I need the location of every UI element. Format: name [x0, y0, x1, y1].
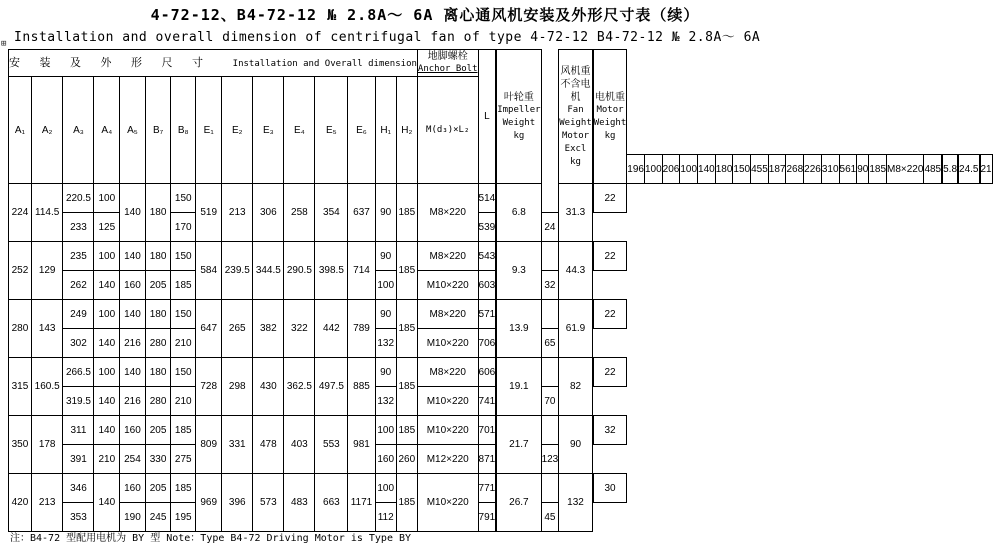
- table-cell: 239.5: [222, 242, 253, 300]
- motor-weight-header: [593, 50, 627, 184]
- table-cell: 143: [31, 300, 63, 358]
- table-cell: 185: [869, 155, 887, 184]
- table-cell: 21: [980, 155, 992, 184]
- table-cell: 187: [768, 155, 786, 184]
- table-cell: 981: [348, 416, 375, 474]
- table-cell: 213: [31, 474, 63, 532]
- table-cell: 180: [715, 155, 733, 184]
- table-cell: 354: [315, 184, 348, 242]
- table-cell: 455: [751, 155, 769, 184]
- table-cell: 206: [662, 155, 680, 184]
- dimension-table: [8, 49, 993, 532]
- table-cell: 90: [559, 416, 593, 474]
- table-cell: 170: [171, 213, 196, 242]
- table-cell: 160.5: [31, 358, 63, 416]
- table-cell: 150: [733, 155, 751, 184]
- table-cell: 353: [63, 503, 94, 532]
- table-cell: 32: [593, 416, 627, 445]
- table-cell: 160: [120, 474, 146, 503]
- impeller-en1: Impeller: [497, 104, 541, 115]
- table-cell: 514: [478, 184, 496, 213]
- column-header-10: E₄: [284, 77, 315, 184]
- table-cell: 185: [396, 300, 417, 358]
- table-cell: 701: [478, 416, 496, 445]
- table-cell: 791: [478, 503, 496, 532]
- table-cell: 319.5: [63, 387, 94, 416]
- table-anchor-icon[interactable]: ⊞: [1, 39, 7, 49]
- table-cell: M10×220: [417, 474, 478, 532]
- table-cell: M8×220: [417, 184, 478, 242]
- table-cell: 100: [680, 155, 698, 184]
- table-cell: 350: [9, 416, 32, 474]
- table-cell: M8×220: [887, 155, 924, 184]
- table-cell: 100: [94, 242, 120, 271]
- table-cell: 140: [94, 271, 120, 300]
- page-title: 4-72-12、B4-72-12 № 2.8A～ 6A 离心通风机安装及外形尺寸表（续）: [150, 6, 700, 24]
- table-cell: 647: [196, 300, 222, 358]
- table-cell: 185: [396, 358, 417, 416]
- table-cell: 123: [541, 445, 559, 474]
- table-cell: 9.3: [497, 242, 541, 300]
- table-row: [9, 474, 993, 503]
- column-header-8: E₂: [222, 77, 253, 184]
- table-cell: 637: [348, 184, 375, 242]
- table-cell: 249: [63, 300, 94, 329]
- table-cell: 140: [120, 184, 146, 242]
- table-cell: 224: [9, 184, 32, 242]
- group-header-cn: 安 装 及 外 形 尺 寸: [9, 55, 211, 69]
- table-cell: 245: [145, 503, 171, 532]
- page-subtitle: Installation and overall dimension of centrifugal fan of type 4-72-12 B4-72-12 № 2.8A～ 6A: [14, 30, 761, 45]
- table-cell: M10×220: [417, 387, 478, 416]
- table-cell: 160: [120, 416, 146, 445]
- table-cell: 1171: [348, 474, 375, 532]
- table-cell: 195: [171, 503, 196, 532]
- table-cell: 150: [171, 184, 196, 213]
- table-cell: 330: [145, 445, 171, 474]
- table-cell: 185: [396, 416, 417, 445]
- fan-cn2: 不含电机: [560, 78, 591, 103]
- table-cell: 663: [315, 474, 348, 532]
- fan-weight-header: [559, 50, 593, 184]
- group-header-en: Installation and Overall dimension: [232, 58, 417, 69]
- table-cell: 266.5: [63, 358, 94, 387]
- table-row: [9, 358, 993, 387]
- table-cell: 403: [284, 416, 315, 474]
- table-cell: 180: [145, 242, 171, 271]
- table-cell: 82: [559, 358, 593, 416]
- table-cell: 90: [375, 184, 396, 242]
- table-cell: 140: [94, 387, 120, 416]
- table-cell: 543: [478, 242, 496, 271]
- table-cell: 483: [284, 474, 315, 532]
- table-cell: 180: [145, 358, 171, 387]
- table-cell: 478: [253, 416, 284, 474]
- fan-en1: Fan Weight: [559, 104, 592, 128]
- table-cell: 396: [222, 474, 253, 532]
- table-cell: 5.8: [943, 155, 958, 184]
- table-cell: 26.7: [497, 474, 541, 532]
- column-header-5: B₇: [145, 77, 171, 184]
- table-cell: 871: [478, 445, 496, 474]
- table-cell: M10×220: [417, 271, 478, 300]
- table-cell: 180: [145, 184, 171, 242]
- table-row: [9, 300, 993, 329]
- table-cell: 100: [94, 300, 120, 329]
- column-header-6: B₈: [171, 77, 196, 184]
- column-header-12: E₆: [348, 77, 375, 184]
- table-cell: 442: [315, 300, 348, 358]
- footnote: 注：B4-72 型配用电机为 BY 型 Note：Type B4-72 Driving Motor is Type BY: [10, 533, 412, 544]
- table-cell: 260: [396, 445, 417, 474]
- table-cell: 210: [171, 387, 196, 416]
- column-header-11: E₅: [315, 77, 348, 184]
- table-cell: 275: [171, 445, 196, 474]
- table-cell: 100: [94, 184, 120, 213]
- anchor-bolt-en: Anchor Bolt: [417, 64, 478, 74]
- table-cell: 344.5: [253, 242, 284, 300]
- table-cell: 70: [541, 387, 559, 416]
- table-cell: 100: [375, 474, 396, 503]
- fan-unit: kg: [570, 156, 581, 167]
- column-header-1: A₂: [31, 77, 63, 184]
- table-cell: 44.3: [559, 242, 593, 300]
- table-cell: 362.5: [284, 358, 315, 416]
- table-cell: 65: [541, 329, 559, 358]
- table-cell: 100: [644, 155, 662, 184]
- table-cell: 185: [171, 271, 196, 300]
- table-cell: 771: [478, 474, 496, 503]
- anchor-bolt-subheader: M(d₃)×L₂: [417, 77, 478, 184]
- impeller-weight-header: [497, 50, 541, 184]
- motor-cn: 电机重: [595, 91, 625, 103]
- table-cell: 391: [63, 445, 94, 474]
- table-row: [9, 242, 993, 271]
- column-header-2: A₃: [63, 77, 94, 184]
- table-cell: 13.9: [497, 300, 541, 358]
- table-cell: 31.3: [559, 184, 593, 242]
- table-cell: 497.5: [315, 358, 348, 416]
- column-header-9: E₃: [253, 77, 284, 184]
- table-cell: M8×220: [417, 242, 478, 271]
- table-cell: 322: [284, 300, 315, 358]
- table-cell: 22: [593, 300, 627, 329]
- table-cell: 100: [375, 271, 396, 300]
- table-cell: 30: [593, 474, 627, 503]
- table-cell: 789: [348, 300, 375, 358]
- table-cell: 90: [375, 242, 396, 271]
- anchor-bolt-cn: 地脚螺栓: [427, 51, 468, 62]
- table-cell: 346: [63, 474, 94, 503]
- table-cell: 252: [9, 242, 32, 300]
- table-cell: 125: [94, 213, 120, 242]
- table-cell: 205: [145, 416, 171, 445]
- table-cell: 210: [94, 445, 120, 474]
- table-cell: 398.5: [315, 242, 348, 300]
- table-cell: M8×220: [417, 358, 478, 387]
- table-cell: 24.5: [959, 155, 979, 184]
- group-header: [9, 50, 418, 77]
- table-cell: 290.5: [284, 242, 315, 300]
- table-cell: 331: [222, 416, 253, 474]
- table-cell: M10×220: [417, 329, 478, 358]
- table-cell: 302: [63, 329, 94, 358]
- motor-en2: Weight: [593, 117, 627, 128]
- table-cell: 728: [196, 358, 222, 416]
- table-cell: 129: [31, 242, 63, 300]
- table-cell: 90: [375, 300, 396, 329]
- table-cell: 553: [315, 416, 348, 474]
- table-cell: 112: [375, 503, 396, 532]
- table-cell: 258: [284, 184, 315, 242]
- table-cell: 298: [222, 358, 253, 416]
- table-cell: 6.8: [497, 184, 541, 242]
- column-header-13: H₁: [375, 77, 396, 184]
- table-cell: 235: [63, 242, 94, 271]
- column-header-3: A₄: [94, 77, 120, 184]
- table-cell: 160: [375, 445, 396, 474]
- table-cell: 22: [593, 242, 627, 271]
- table-cell: 185: [171, 474, 196, 503]
- table-cell: 140: [120, 242, 146, 271]
- table-cell: 519: [196, 184, 222, 242]
- column-header-7: E₁: [196, 77, 222, 184]
- table-cell: 280: [9, 300, 32, 358]
- table-cell: 45: [541, 503, 559, 532]
- table-cell: 382: [253, 300, 284, 358]
- table-cell: 216: [120, 387, 146, 416]
- table-cell: 216: [120, 329, 146, 358]
- table-cell: 969: [196, 474, 222, 532]
- table-cell: 315: [9, 358, 32, 416]
- table-cell: 185: [396, 242, 417, 300]
- table-cell: 233: [63, 213, 94, 242]
- table-cell: 205: [145, 474, 171, 503]
- table-cell: 306: [253, 184, 284, 242]
- table-cell: 714: [348, 242, 375, 300]
- table-cell: 140: [94, 329, 120, 358]
- table-cell: 885: [348, 358, 375, 416]
- table-cell: 190: [120, 503, 146, 532]
- table-cell: 100: [94, 358, 120, 387]
- table-cell: M10×220: [417, 416, 478, 445]
- table-cell: 539: [478, 213, 496, 242]
- column-header-4: A₅: [120, 77, 146, 184]
- table-cell: 485: [924, 155, 942, 184]
- table-cell: 90: [375, 358, 396, 387]
- table-cell: 262: [63, 271, 94, 300]
- table-cell: 180: [145, 300, 171, 329]
- table-cell: 21.7: [497, 416, 541, 474]
- motor-en1: Motor: [596, 104, 624, 115]
- column-header-14: H₂: [396, 77, 417, 184]
- table-cell: 561: [839, 155, 857, 184]
- table-cell: 140: [120, 358, 146, 387]
- table-row: [9, 184, 993, 213]
- table-cell: 32: [541, 271, 559, 300]
- table-cell: 706: [478, 329, 496, 358]
- fan-cn1: 风机重: [560, 65, 591, 77]
- table-cell: 584: [196, 242, 222, 300]
- table-cell: 140: [120, 300, 146, 329]
- fan-en2: Motor Excl: [561, 130, 590, 154]
- table-cell: 22: [593, 184, 627, 213]
- table-cell: 114.5: [31, 184, 63, 242]
- table-cell: 220.5: [63, 184, 94, 213]
- table-cell: 22: [593, 358, 627, 387]
- table-cell: 809: [196, 416, 222, 474]
- motor-unit: kg: [604, 130, 616, 141]
- L-header: L: [478, 50, 496, 184]
- table-cell: M8×220: [417, 300, 478, 329]
- table-cell: 132: [375, 387, 396, 416]
- table-cell: 150: [171, 300, 196, 329]
- table-cell: M12×220: [417, 445, 478, 474]
- table-row: [9, 416, 993, 445]
- table-cell: 226: [804, 155, 822, 184]
- table-cell: 185: [396, 474, 417, 532]
- table-cell: 61.9: [559, 300, 593, 358]
- table-cell: 213: [222, 184, 253, 242]
- table-cell: 280: [145, 329, 171, 358]
- table-cell: 185: [171, 416, 196, 445]
- table-cell: 90: [857, 155, 869, 184]
- table-cell: 196: [627, 155, 645, 184]
- table-cell: 160: [120, 271, 146, 300]
- table-cell: 210: [171, 329, 196, 358]
- table-cell: 741: [478, 387, 496, 416]
- table-cell: 140: [94, 474, 120, 532]
- table-cell: 603: [478, 271, 496, 300]
- table-cell: 19.1: [497, 358, 541, 416]
- table-cell: 254: [120, 445, 146, 474]
- impeller-unit: kg: [513, 130, 525, 141]
- table-cell: 268: [786, 155, 804, 184]
- impeller-cn: 叶轮重: [503, 91, 534, 103]
- table-cell: 280: [145, 387, 171, 416]
- table-cell: 132: [559, 474, 593, 532]
- table-cell: 205: [145, 271, 171, 300]
- table-cell: 571: [478, 300, 496, 329]
- table-cell: 265: [222, 300, 253, 358]
- table-cell: 24: [541, 213, 559, 242]
- table-cell: 430: [253, 358, 284, 416]
- table-cell: 178: [31, 416, 63, 474]
- table-cell: 420: [9, 474, 32, 532]
- table-cell: 185: [396, 184, 417, 242]
- table-cell: 132: [375, 329, 396, 358]
- table-cell: 140: [698, 155, 716, 184]
- table-cell: 606: [478, 358, 496, 387]
- table-cell: 573: [253, 474, 284, 532]
- table-cell: 150: [171, 358, 196, 387]
- table-cell: 150: [171, 242, 196, 271]
- impeller-en2: Weight: [502, 117, 536, 128]
- column-header-0: A₁: [9, 77, 32, 184]
- table-cell: 140: [94, 416, 120, 445]
- table-cell: 100: [375, 416, 396, 445]
- table-cell: 310: [821, 155, 839, 184]
- anchor-bolt-header: [417, 50, 478, 77]
- table-cell: 311: [63, 416, 94, 445]
